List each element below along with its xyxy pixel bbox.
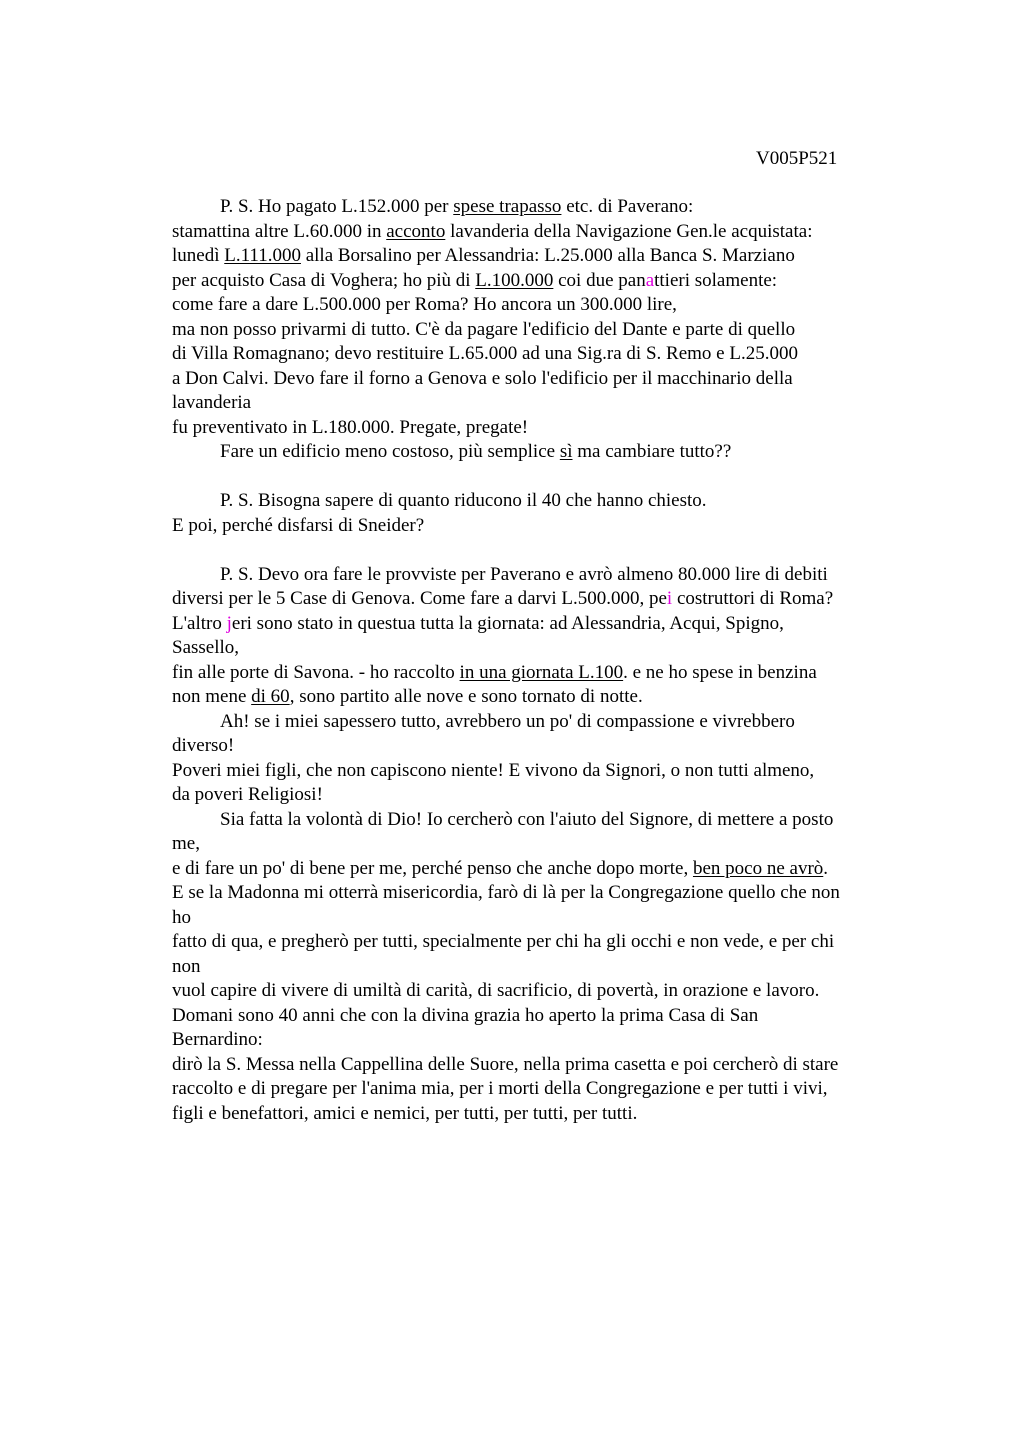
- text-line: raccolto e di pregare per l'anima mia, per i morti della Congregazione e per tutti i vivi,: [172, 1078, 828, 1099]
- text-line: Bernardino:: [172, 1029, 263, 1050]
- text-line: dirò la S. Messa nella Cappellina delle Suore, nella prima casetta e poi cercherò di stare: [172, 1053, 839, 1075]
- text-segment: . e ne ho spese in benzina: [623, 661, 817, 683]
- text-line: come fare a dare L.500.000 per Roma? Ho ancora un 300.000 lire,: [172, 294, 677, 315]
- text-segment: non mene: [172, 686, 252, 707]
- text-line: [172, 857, 932, 882]
- text-segment: lunedì: [172, 245, 225, 266]
- document-ref-code: V005P521: [756, 148, 838, 169]
- text-segment: , sono partito alle nove e sono tornato di notte.: [289, 686, 643, 707]
- text-line: di Villa Romagnano; devo restituire L.65.000 ad una Sig.ra di S. Remo e L.25.000: [172, 343, 798, 364]
- text-segment: L'altro: [172, 612, 227, 634]
- text-line: E poi, perché disfarsi di Sneider?: [172, 514, 425, 536]
- underlined-text: L.111.000: [224, 245, 301, 266]
- text-line: non: [172, 955, 201, 977]
- text-line: ma non posso privarmi di tutto. C'è da pagare l'edificio del Dante e parte di quello: [172, 318, 796, 340]
- text-line: figli e benefattori, amici e nemici, per tutti, per tutti, per tutti.: [172, 1102, 638, 1124]
- text-line: [172, 587, 932, 612]
- text-segment: ttieri solamente:: [654, 269, 778, 291]
- blank-line: [172, 538, 932, 563]
- text-line: lavanderia: [172, 392, 252, 413]
- text-line: [172, 220, 932, 245]
- text-line: [172, 440, 932, 465]
- text-segment: diversi per le 5 Case di Genova. Come fare a darvi L.500.000, pe: [172, 588, 667, 609]
- text-segment: ma cambiare tutto??: [572, 441, 732, 462]
- text-segment: coi due pan: [553, 269, 646, 291]
- text-segment: e di fare un po' di bene per me, perché penso che anche dopo morte,: [172, 857, 693, 879]
- text-segment: eri sono stato in questua tutta la giornata: ad Alessandria, Acqui, Spigno,: [231, 612, 784, 634]
- text-line: da poveri Religiosi!: [172, 784, 323, 805]
- text-line: E se la Madonna mi otterrà misericordia, farò di là per la Congregazione quello che non: [172, 882, 840, 903]
- text-line: Domani sono 40 anni che con la divina grazia ho aperto la prima Casa di San: [172, 1004, 759, 1026]
- underlined-text: ben poco ne avrò: [692, 857, 824, 879]
- text-line: fatto di qua, e pregherò per tutti, specialmente per chi ha gli occhi e non vede, e per chi: [172, 931, 835, 952]
- text-line: [172, 685, 932, 710]
- text-line: Ah! se i miei sapessero tutto, avrebbero un po' di compassione e vivrebbero: [220, 710, 795, 732]
- text-segment: fin alle porte di Savona. - ho raccolto: [172, 661, 460, 683]
- text-segment: P. S. Ho pagato L.152.000 per: [220, 196, 454, 217]
- text-segment: lavanderia della Navigazione Gen.le acquistata:: [445, 220, 813, 242]
- text-line: P. S. Bisogna sapere di quanto riducono il 40 che hanno chiesto.: [220, 490, 707, 511]
- highlighted-char: j: [226, 612, 232, 634]
- text-line: Poveri miei figli, che non capiscono niente! E vivono da Signori, o non tutti almeno,: [172, 759, 815, 781]
- text-line: diverso!: [172, 735, 235, 756]
- text-line: Sassello,: [172, 637, 240, 658]
- text-segment: costruttori di Roma?: [672, 588, 834, 609]
- text-line: P. S. Devo ora fare le provviste per Paverano e avrò almeno 80.000 lire di debiti: [220, 563, 828, 585]
- document-body: [172, 195, 932, 1126]
- text-line: [172, 612, 932, 637]
- blank-line: [172, 465, 932, 490]
- text-line: a Don Calvi. Devo fare il forno a Genova e solo l'edificio per il macchinario della: [172, 367, 793, 389]
- text-line: [172, 269, 932, 294]
- underlined-text: L.100.000: [475, 269, 554, 291]
- underlined-text: di 60: [251, 686, 290, 707]
- text-line: [172, 661, 932, 686]
- text-line: ho: [172, 906, 191, 928]
- text-line: Sia fatta la volontà di Dio! Io cercherò con l'aiuto del Signore, di mettere a posto: [220, 808, 834, 830]
- highlighted-char: a: [645, 269, 655, 291]
- text-segment: per acquisto Casa di Voghera; ho più di: [172, 269, 476, 291]
- text-segment: .: [823, 857, 829, 879]
- text-line: vuol capire di vivere di umiltà di carità, di sacrificio, di povertà, in orazione e lavoro.: [172, 980, 820, 1001]
- text-line: me,: [172, 833, 200, 854]
- underlined-text: spese trapasso: [453, 196, 562, 217]
- text-line: [172, 195, 932, 220]
- text-segment: Fare un edificio meno costoso, più semplice: [220, 441, 560, 462]
- underlined-text: acconto: [386, 220, 446, 242]
- underlined-text: in una giornata L.100: [459, 661, 624, 683]
- text-segment: stamattina altre L.60.000 in: [172, 220, 387, 242]
- text-segment: etc. di Paverano:: [561, 196, 694, 217]
- text-line: [172, 244, 932, 269]
- text-segment: alla Borsalino per Alessandria: L.25.000 alla Banca S. Marziano: [300, 245, 795, 266]
- underlined-text: sì: [559, 441, 573, 462]
- highlighted-char: i: [666, 588, 673, 609]
- text-line: fu preventivato in L.180.000. Pregate, pregate!: [172, 416, 529, 438]
